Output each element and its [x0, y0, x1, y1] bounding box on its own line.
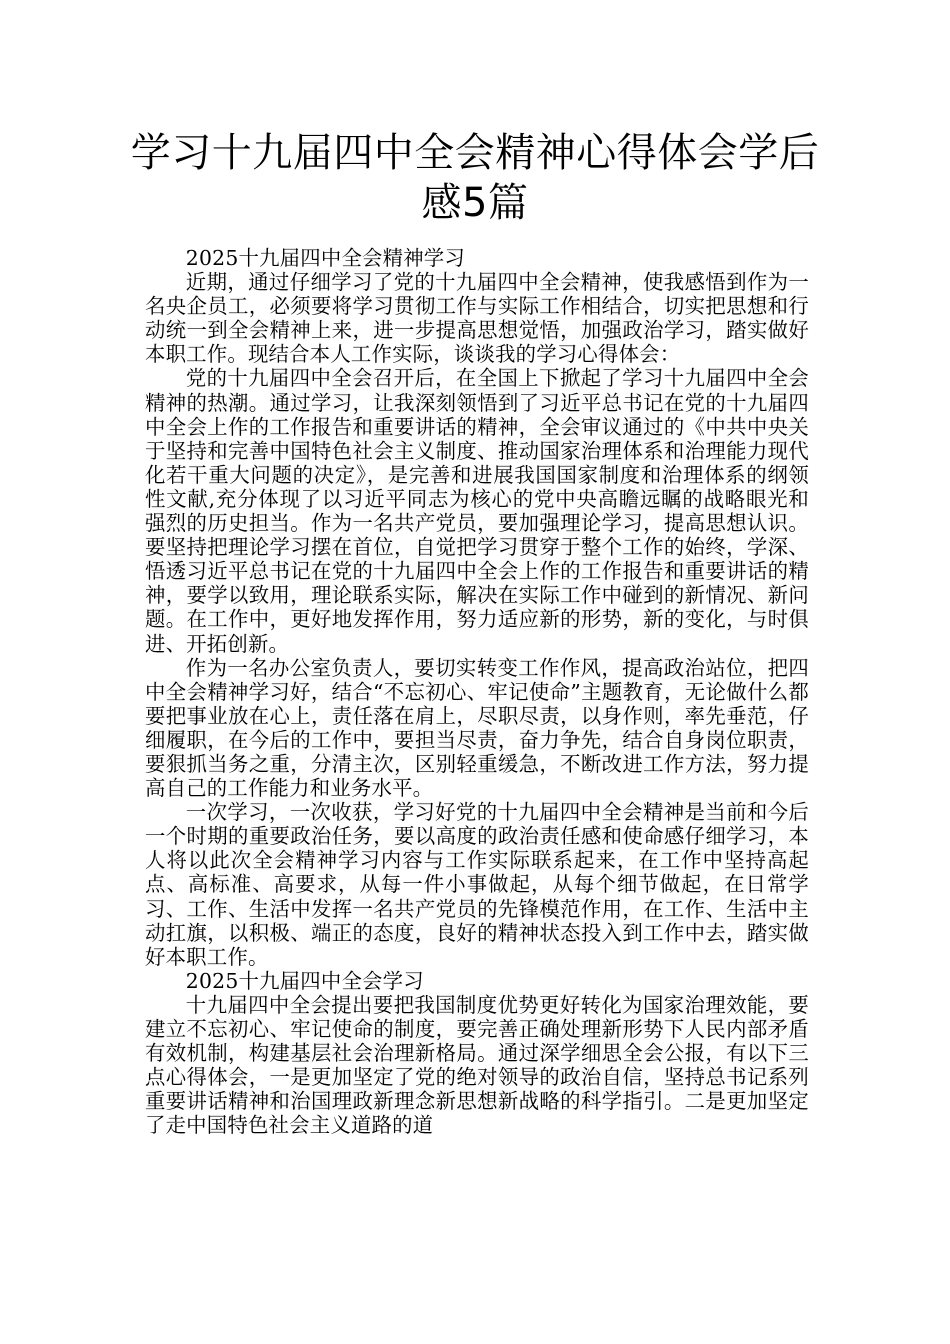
body-paragraph: 党的十九届四中全会召开后，在全国上下掀起了学习十九届四中全会精神的热潮。通过学习，让我深刻领悟到了习近平总书记在党的十九届四中全会上作的工作报告和重要讲话的精神，全会审议通过的《中共中央关于坚持和完善中国特色社会主义制度、推动国家治理体系和治理能力现代化若干重大问题的决定》，是完善和进展我国国家制度和治理体系的纲领性文献,充分体现了以习近平同志为核心的党中央高瞻远瞩的战略眼光和强烈的历史担当。作为一名共产党员，要加强理论学习，提高思想认识。要坚持把理论学习摆在首位，自觉把学习贯穿于整个工作的始终，学深、悟透习近平总书记在党的十九届四中全会上作的工作报告和重要讲话的精神，要学以致用，理论联系实际，解决在实际工作中碰到的新情况、新问题。在工作中，更好地发挥作用，努力适应新的形势，新的变化，与时俱进、开拓创新。: [145, 366, 809, 656]
body-paragraph: 十九届四中全会提出要把我国制度优势更好转化为国家治理效能，要建立不忘初心、牢记使命的制度，要完善正确处理新形势下人民内部矛盾有效机制，构建基层社会治理新格局。通过深学细思全会公报，有以下三点心得体会，一是更加坚定了党的绝对领导的政治自信，坚持总书记系列重要讲话精神和治国理政新理念新思想新战略的科学指引。二是更加坚定了走中国特色社会主义道路的道: [145, 992, 809, 1138]
body-paragraph: 近期，通过仔细学习了党的十九届四中全会精神，使我感悟到作为一名央企员工，必须要将学习贯彻工作与实际工作相结合，切实把思想和行动统一到全会精神上来，进一步提高思想觉悟，加强政治学习，踏实做好本职工作。现结合本人工作实际，谈谈我的学习心得体会：: [145, 270, 809, 367]
section-heading: 2025十九届四中全会精神学习: [185, 246, 465, 270]
document-body: [145, 246, 809, 1137]
section-heading: 2025十九届四中全会学习: [185, 968, 424, 993]
body-paragraph: 作为一名办公室负责人，要切实转变工作作风，提高政治站位，把四中全会精神学习好，结合“不忘初心、牢记使命”主题教育，无论做什么都要把事业放在心上，责任落在肩上，尽职尽责，以身作则，率先垂范，仔细履职，在今后的工作中，要担当尽责，奋力争先，结合自身岗位职责，要狠抓当务之重，分清主次，区别轻重缓急，不断改进工作方法，努力提高自己的工作能力和业务水平。: [145, 655, 809, 801]
document-title: 学习十九届四中全会精神心得体会学后感5篇: [130, 130, 820, 226]
body-paragraph: 一次学习，一次收获，学习好党的十九届四中全会精神是当前和今后一个时期的重要政治任务，要以高度的政治责任感和使命感仔细学习，本人将以此次全会精神学习内容与工作实际联系起来，在工作中坚持高起点、高标准、高要求，从每一件小事做起，从每个细节做起，在日常学习、工作、生活中发挥一名共产党员的先锋模范作用，在工作、生活中主动扛旗，以积极、端正的态度，良好的精神状态投入到工作中去，踏实做好本职工作。: [145, 800, 809, 969]
